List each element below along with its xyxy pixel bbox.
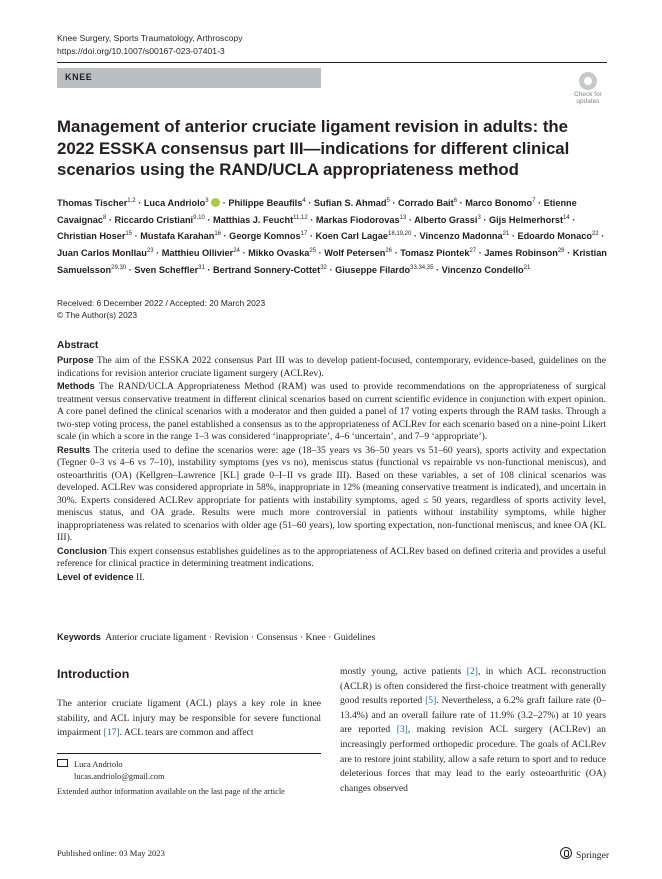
citation-link[interactable]: [5] <box>425 695 437 707</box>
keywords-text: Anterior cruciate ligament · Revision · Consensus · Knee · Guidelines <box>105 632 376 643</box>
author-name[interactable]: Juan Carlos Monllau$^{23}$ <box>57 247 154 259</box>
author-affiliation: 22 <box>591 231 599 238</box>
envelope-icon <box>57 759 68 767</box>
author-name[interactable]: Matthieu Ollivier$^{24}$ <box>161 247 240 259</box>
author-name[interactable]: Thomas Tischer$^{1,2}$ <box>57 198 136 209</box>
author-affiliation: 28 <box>557 247 565 254</box>
copyright: © The Author(s) 2023 <box>57 309 138 320</box>
abstract-methods <box>57 380 606 444</box>
publisher-name: Springer <box>576 850 610 861</box>
author-name[interactable]: Gijs Helmerhorst$^{14}$ <box>488 214 570 225</box>
author-name[interactable]: Wolf Petersen$^{26}$ <box>324 247 393 259</box>
journal-name: Knee Surgery, Sports Traumatology, Arthroscopy <box>57 33 243 43</box>
check-updates-label: Check for updates <box>574 91 602 105</box>
received-accepted: Received: 6 December 2022 / Accepted: 20 March 2023 <box>57 298 266 308</box>
author-affiliation: 29,30 <box>111 264 127 271</box>
published-date: Published online: 03 May 2023 <box>57 848 165 858</box>
intro-text: mostly young, active patients <box>340 666 467 677</box>
author-affiliation: 26 <box>385 247 393 254</box>
author-affiliation: 3 <box>477 214 481 221</box>
level-label: Level of evidence <box>57 571 134 582</box>
author-name[interactable]: Edoardo Monaco$^{22}$ <box>517 231 599 242</box>
author-affiliation: 11,12 <box>293 214 308 221</box>
results-label: Results <box>57 444 91 455</box>
intro-text: . ACL tears are common and affect <box>119 727 254 739</box>
author-affiliation: 18,19,20 <box>388 231 412 238</box>
orcid-icon[interactable] <box>211 198 220 207</box>
author-affiliation: 17 <box>300 231 308 238</box>
author-name[interactable]: Markas Fiodorovas$^{13}$ <box>315 214 407 225</box>
citation-link[interactable]: [3] <box>396 724 408 736</box>
author-affiliation: 8 <box>102 214 107 221</box>
citation-link[interactable]: [2] <box>466 666 478 677</box>
section-label: KNEE <box>65 72 93 82</box>
author-affiliation: 25 <box>309 247 317 254</box>
level-text: II. <box>136 571 145 583</box>
author-affiliation: 7 <box>532 198 536 204</box>
abstract-heading: Abstract <box>57 340 99 351</box>
author-name[interactable]: Mikko Ovaska$^{25}$ <box>248 247 317 259</box>
doi-link[interactable]: https://doi.org/10.1007/s00167-023-07401-3 <box>57 46 225 56</box>
author-affiliation: 33,34,35 <box>410 264 434 271</box>
purpose-label: Purpose <box>57 355 94 365</box>
author-name[interactable]: Riccardo Cristiani$^{9,10}$ <box>114 214 205 225</box>
author-affiliation: 23 <box>146 247 154 254</box>
author-name[interactable]: Tomasz Piontek$^{27}$ <box>400 247 477 259</box>
intro-text: , in which ACL reconstruction (ACLR) is often considered the first-choice treatment with generally good results reported <box>340 666 606 707</box>
author-affiliation: 32 <box>320 264 327 271</box>
methods-label: Methods <box>57 381 95 391</box>
introduction-heading: Introduction <box>57 667 130 681</box>
author-name[interactable]: James Robinson$^{28}$ <box>484 247 565 259</box>
author-name[interactable]: Corrado Bait$^6$ <box>398 198 458 209</box>
author-affiliation: 21 <box>523 264 531 271</box>
article-dates <box>57 298 265 321</box>
abstract-body <box>57 354 606 584</box>
check-for-updates-badge[interactable] <box>570 72 606 106</box>
author-name[interactable]: Alberto Grassi$^3$ <box>414 214 481 225</box>
author-name[interactable]: Koen Carl Lagae$^{18,19,20}$ <box>315 231 412 242</box>
abstract-results <box>57 444 606 545</box>
author-name[interactable]: Christian Hoser$^{15}$ <box>57 231 133 242</box>
author-name[interactable]: Mustafa Karahan$^{16}$ <box>140 231 221 242</box>
abstract-level <box>57 571 606 585</box>
corresponding-author: Luca Andriolo <box>74 760 123 769</box>
keywords <box>57 631 606 644</box>
publisher <box>560 847 609 861</box>
conclusion-label: Conclusion <box>57 545 108 556</box>
abstract-purpose <box>57 354 606 380</box>
author-affiliation: 4 <box>302 198 306 204</box>
springer-logo-icon <box>560 847 572 859</box>
correspondence <box>57 759 165 782</box>
header-rule <box>57 62 607 63</box>
author-name[interactable]: Sven Scheffler$^{31}$ <box>134 264 205 275</box>
author-name[interactable]: Kristian Samuelsson$^{29,30}$ <box>57 248 607 275</box>
author-affiliation: 15 <box>125 231 133 238</box>
author-affiliation: 1,2 <box>127 198 136 204</box>
intro-text: , making revision ACL surgery (ACLRev) an increasingly performed orthopedic procedure. The goals of ACLRev are to restore joint stability, allow a safe return to sport and to reduce deleterious forces that may lead to the early osteoarthritic (OA) changes observed <box>340 724 606 794</box>
extended-info-note: Extended author information available on the last page of the article <box>57 787 285 796</box>
author-affiliation: 9,10 <box>193 214 205 221</box>
footnote-rule <box>57 753 321 754</box>
author-affiliation: 14 <box>563 214 570 221</box>
citation-link[interactable]: [17] <box>103 727 120 739</box>
author-name[interactable]: Philippe Beaufils$^4$ <box>228 198 306 209</box>
author-affiliation: 3 <box>205 198 209 204</box>
author-list: Thomas Tischer$^{1,2}$ · Luca Andriolo$^3$ · Philippe Beaufils$^4$ · Sufian S. Ahmad$^5$ · Corrado Bait$^6$ · Marco Bonomo$^7$ · Etienne Cavaignac$^8$ · Riccardo Cristiani$^{9,10}$ · Matthias J. Feucht$^{11,12}$ · Markas Fiodorovas$^{13}$ · Alberto Grassi$^3$ · Gijs Helmerhorst$^{14}$ · Christian Hoser$^{15}$ · Mustafa Karahan$^{16}$ · George Komnos$^{17}$ · Koen Carl Lagae$^{18,19,20}$ · Vincenzo Madonna$^{21}$ · Edoardo Monaco$^{22}$ · Juan Carlos Monllau$^{23}$ · Matthieu Ollivier$^{24}$ · Mikko Ovaska$^{25}$ · Wolf Petersen$^{26}$ · Tomasz Piontek$^{27}$ · James Robinson$^{28}$ · Kristian Samuelsson$^{29,30}$ · Sven Scheffler$^{31}$ · Bertrand Sonnery-Cottet$^{32}$ · Giuseppe Filardo$^{33,34,35}$ · Vincenzo Condello$^{21}$ <box>57 198 607 275</box>
results-text: The criteria used to define the scenarios were: age (18–35 years vs 36–50 years vs 51–60 years), sports activity and expectation (Tegner 0–3 vs 4–6 vs 7–10), instability symptoms (yes vs no), meniscus status (functional vs repairable vs non-functional meniscus), and osteoarthritis (OA) (Kellgren–Lawrence [KL] grade 0–I–II vs grade III). Based on these variables, a set of 108 clinical scenarios was developed. ACLRev was considered appropriate in 58%, inappropriate in 12% (meaning conservative treatment is indicated), and uncertain in 30%. Experts considered ACLRev appropriate for patients with instability symptoms, aged ≤ 50 years, regardless of sports activity level, meniscus status, and OA grade. Results were much more controversial in patients without instability symptoms, while higher inappropriateness was related to scenarios with older age (51–60 years), low sporting expectation, non-functional meniscus, and knee OA (KL III). <box>57 444 606 543</box>
intro-text: . Nevertheless, a 6.2% graft failure rate (0–13.4%) and an overall failure rate of 11.9% (3.2–27%) at 10 years are reported <box>340 695 606 736</box>
section-band <box>57 68 321 88</box>
conclusion-text: This expert consensus establishes guidelines as to the appropriateness of ACLRev based on defined criteria and provides a useful reference for clinical practice in determining treatment indications. <box>57 545 606 569</box>
corresponding-email[interactable]: lucas.andriolo@gmail.com <box>74 771 165 781</box>
author-affiliation: 16 <box>214 231 221 238</box>
author-name[interactable]: Bertrand Sonnery-Cottet$^{32}$ <box>213 264 327 275</box>
author-name[interactable]: Vincenzo Condello$^{21}$ <box>441 264 531 275</box>
article-title: Management of anterior cruciate ligament revision in adults: the 2022 ESSKA consensus part III—indications for different clinical scenarios using the RAND/UCLA appropriateness method <box>57 117 570 179</box>
intro-column-left <box>57 697 321 741</box>
intro-column-right <box>340 665 606 796</box>
purpose-text: The aim of the ESSKA 2022 consensus Part III was to develop patient-focused, contemporary, evidence-based, guidelines on the indications for revision anterior cruciate ligament surgery (ACLRev). <box>57 355 606 379</box>
abstract-conclusion <box>57 545 606 571</box>
author-affiliation: 21 <box>502 231 510 238</box>
check-updates-icon <box>579 72 597 90</box>
author-affiliation: 27 <box>469 247 477 254</box>
author-name[interactable]: Matthias J. Feucht$^{11,12}$ <box>212 214 308 225</box>
keywords-label: Keywords <box>57 632 101 642</box>
author-name[interactable]: Marco Bonomo$^7$ <box>465 198 536 209</box>
author-name[interactable]: Luca Andriolo$^3$ <box>144 198 220 208</box>
author-name[interactable]: George Komnos$^{17}$ <box>229 231 308 242</box>
author-affiliation: 5 <box>386 198 390 204</box>
methods-text: The RAND/UCLA Appropriateness Method (RAM) was used to provide recommendations on the appropriateness of surgical treatment versus conservative treatment in different clinical scenarios based on current scientific evidence in conjunction with expert opinion. A core panel defined the clinical scenarios with a moderator and then guided a panel of 17 voting experts through the RAM tasks. Through a two-step voting process, the panel established a consensus as to the appropriateness of ACLRev for each scenario based on a nine-point Likert scale (in which a score in the range 1–3 was considered ‘inappropriate’, 4–6 ‘uncertain’, and 7–9 ‘appropriate’). <box>57 381 606 442</box>
author-name[interactable]: Etienne Cavaignac$^8$ <box>57 198 577 225</box>
author-affiliation: 31 <box>198 264 205 271</box>
author-name[interactable]: Sufian S. Ahmad$^5$ <box>313 198 390 209</box>
author-affiliation: 6 <box>453 198 458 204</box>
author-affiliation: 24 <box>233 247 240 254</box>
author-name[interactable]: Giuseppe Filardo$^{33,34,35}$ <box>335 264 434 275</box>
author-affiliation: 13 <box>399 214 407 221</box>
intro-text: The anterior cruciate ligament (ACL) plays a key role in knee stability, and ACL injury may be responsible for severe functional impairment <box>57 698 321 739</box>
author-name[interactable]: Vincenzo Madonna$^{21}$ <box>419 231 510 242</box>
